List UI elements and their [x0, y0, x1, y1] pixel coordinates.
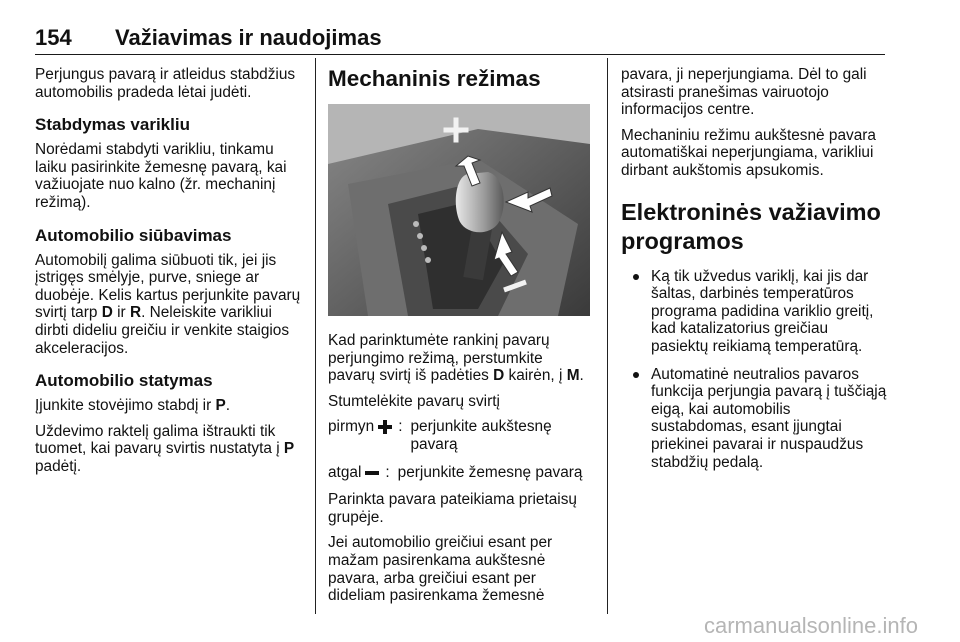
upshift-description: perjunkite aukštesnę pavarą — [410, 418, 552, 453]
column-left — [35, 66, 303, 484]
page-header — [35, 24, 885, 55]
minus-icon — [365, 471, 379, 475]
watermark: carmanualsonline.info — [703, 613, 918, 638]
gear-display-text: Parinkta pavara pateikiama prietaisų grupėje. — [328, 491, 577, 526]
engine-braking-text: Norėdami stabdyti varikliu, tinkamu laiku pasirinkite žemesnę pavarą, kai važiuojate nuo kalno (žr. mechaninį režimą). — [35, 141, 287, 211]
programs-list — [621, 268, 889, 472]
continued-text: pavara, ji neperjungiama. Dėl to gali atsirasti pranešimas vairuotojo informacijos centre. — [621, 66, 867, 119]
section-title-engine-braking: Stabdymas varikliu — [35, 115, 190, 135]
rocking-text: Automobilį galima siūbuoti tik, jei jis įstrigęs smėlyje, purve, sniege ar duobėje. Kelis kartus perjunkite pavarų svirtį tarp D ir R. Neleiskite varikliui dirbti dideliu greičiu ir venkite staigios akceleracijos. — [35, 251, 301, 357]
section-title-rocking: Automobilio siūbavimas — [35, 225, 232, 245]
column-right — [621, 66, 889, 481]
forward-label: pirmyn — [328, 418, 375, 436]
section-title-parking: Automobilio statymas — [35, 371, 213, 391]
list-item: Ką tik užvedus variklį, kai jis dar šaltas, darbinės temperatūros programa padidina variklio greitį, kad katalizatorius greičiau pasiektų reikiamą temperatūrą. — [651, 268, 889, 356]
downshift-description: perjunkite žemesnę pavarą — [397, 463, 583, 481]
plus-icon — [378, 420, 392, 434]
parking-text-1: Įjunkite stovėjimo stabdį ir P. — [35, 397, 231, 415]
speed-warning-text: Jei automobilio greičiui esant per mažam pasirenkama aukštesnė pavara, arba greičiui esant per dideliam pasirenkama žemesnė — [328, 534, 553, 605]
push-lever-text: Stumtelėkite pavarų svirtį — [328, 392, 500, 410]
column-middle — [328, 66, 590, 613]
section-title-manual-mode: Mechaninis režimas — [328, 66, 541, 91]
gear-lever-illustration — [328, 104, 590, 316]
intro-paragraph: Perjungus pavarą ir atleidus stabdžius automobilis pradeda lėtai judėti. — [35, 66, 296, 101]
column-divider-1 — [315, 58, 316, 614]
high-rpm-text: Mechaniniu režimu aukštesnė pavara automatiškai neperjungiama, varikliui dirbant aukštomis apsukomis. — [621, 126, 876, 179]
section-title-electronic-programs: Elektroninės važiavimo programos — [621, 198, 881, 254]
page-number: 154 — [35, 25, 72, 50]
column-divider-2 — [607, 58, 608, 614]
chapter-title: Važiavimas ir naudojimas — [115, 25, 382, 50]
gear-lever-photo — [328, 104, 590, 316]
backward-label: atgal — [328, 463, 362, 481]
manual-mode-text: Kad parinktumėte rankinį pavarų perjungimo režimą, perstumkite pavarų svirtį iš padėties D kairėn, į M. — [328, 332, 584, 385]
parking-text-2: Uždevimo raktelį galima ištraukti tik tuomet, kai pavarų svirtis nustatyta į P padėtį. — [35, 422, 295, 475]
upshift-row: pirmyn : perjunkite aukštesnę pavarą — [328, 418, 590, 453]
downshift-row: atgal : perjunkite žemesnę pavarą — [328, 464, 590, 482]
list-item: Automatinė neutralios pavaros funkcija perjungia pavarą į tuščiąją eigą, kai automobilis sustabdomas, esant įjungtai priekinei pavarai ir nuspaudžus stabdžių pedalą. — [651, 366, 889, 472]
